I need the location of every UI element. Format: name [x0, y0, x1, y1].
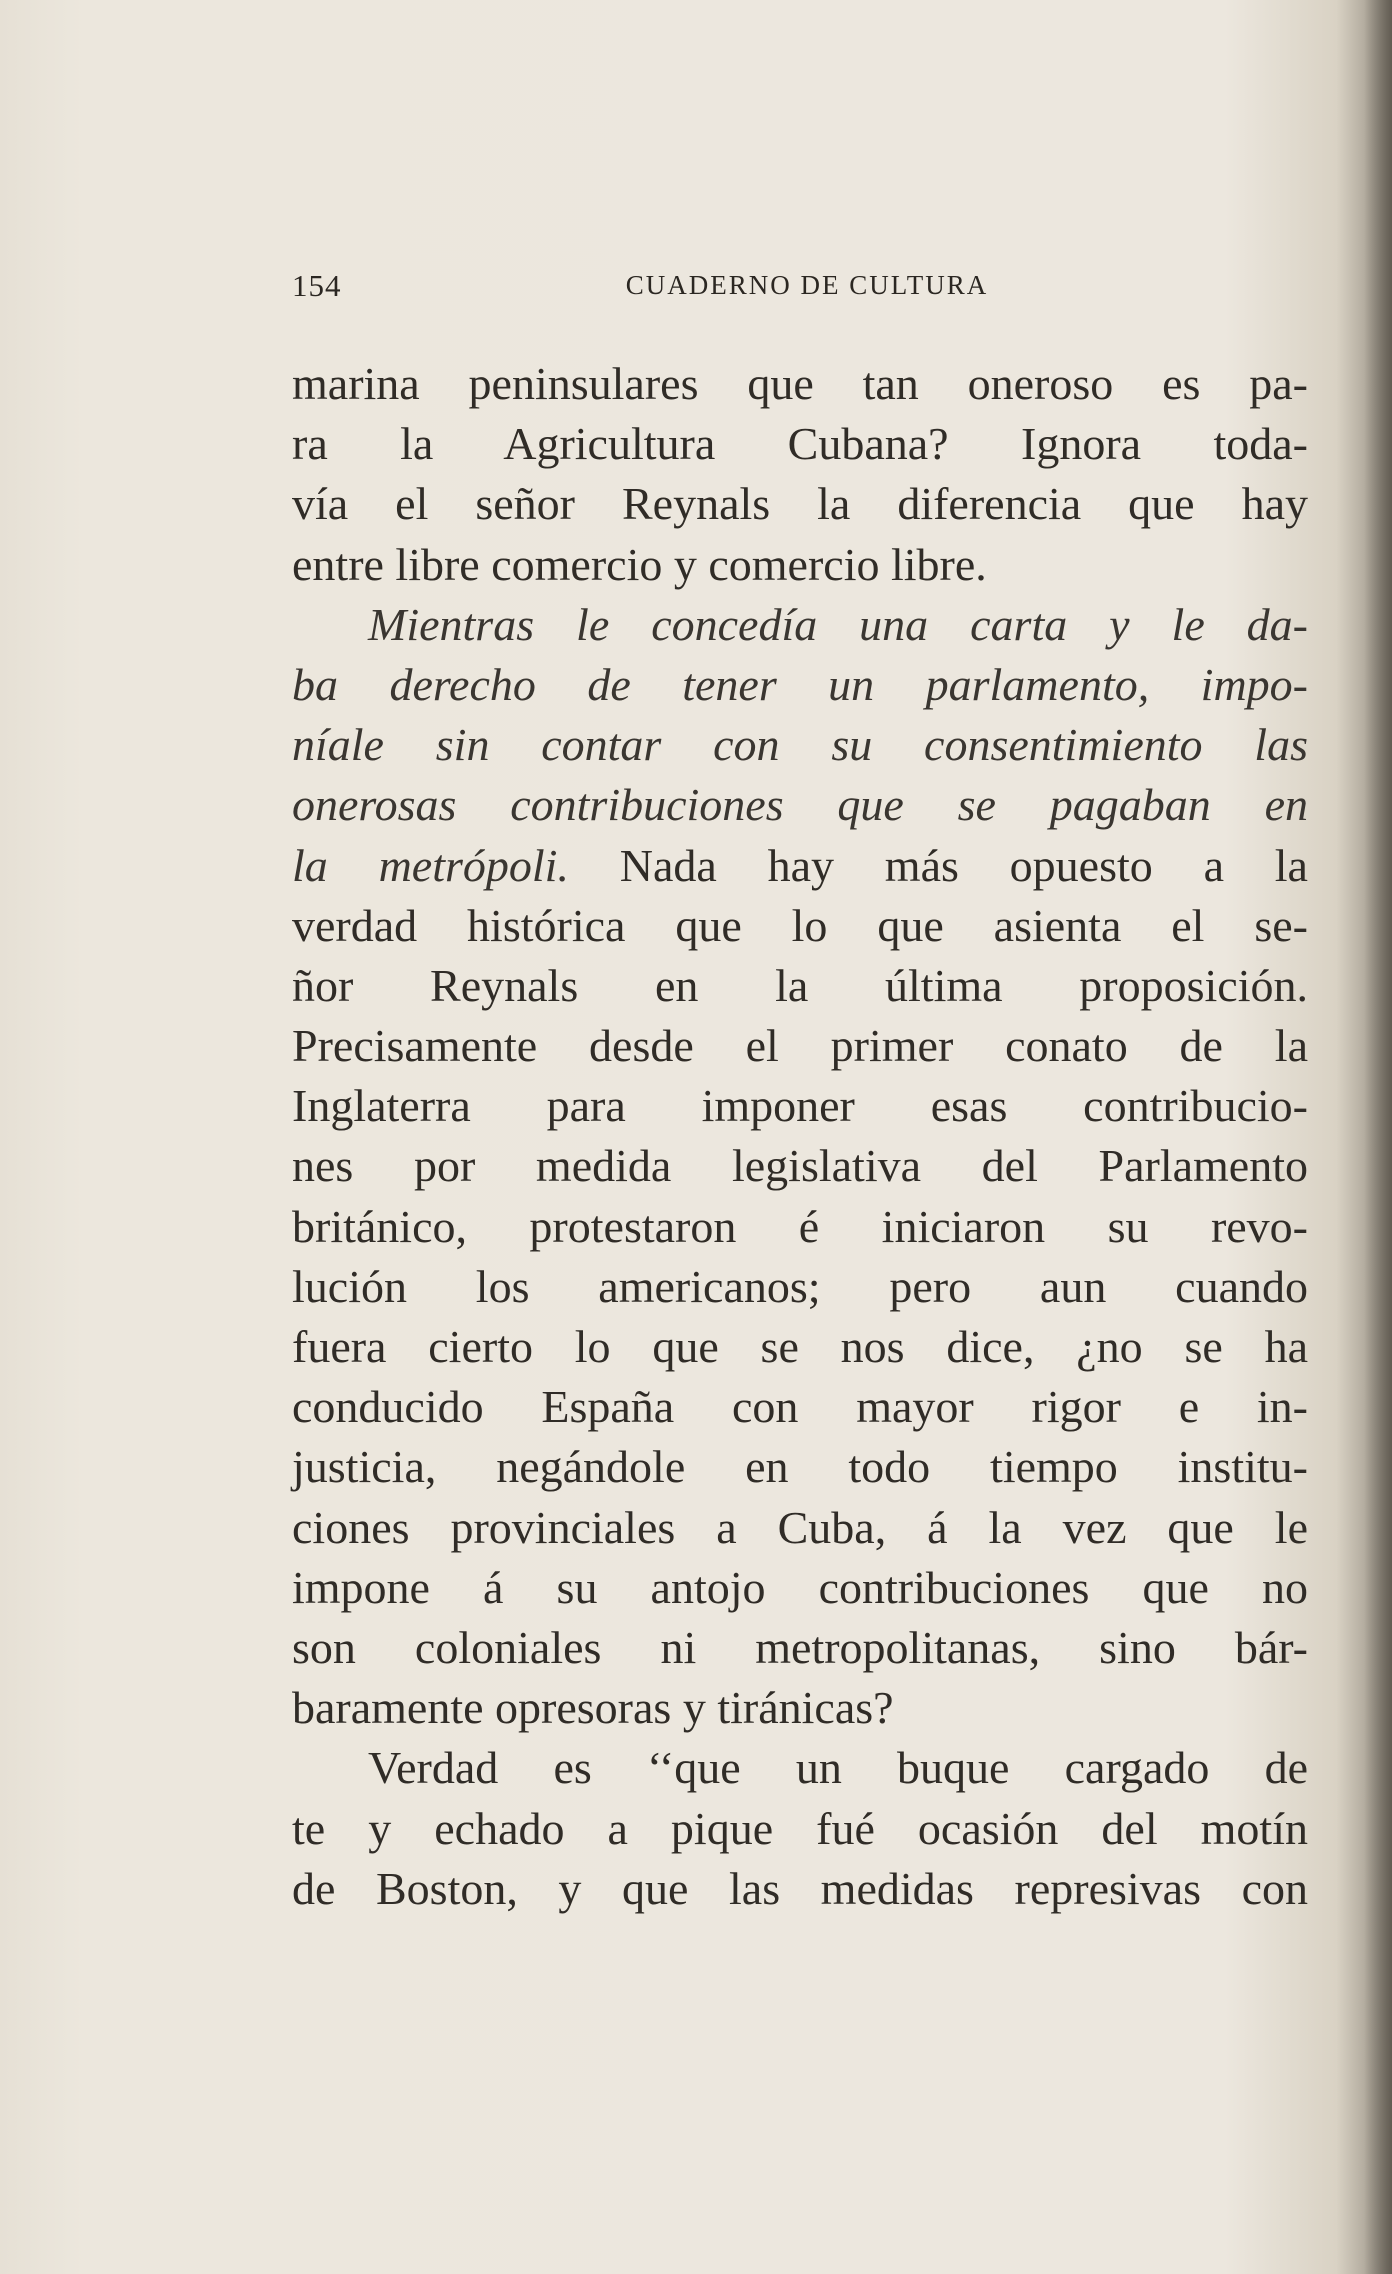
text-line: entre libre comercio y comercio libre. [292, 538, 987, 590]
text-line: Inglaterra para imponer esas contribucio- [292, 1080, 1308, 1132]
text-line: británico, protestaron é iniciaron su revo- [292, 1200, 1308, 1252]
text-line: ra la Agricultura Cubana? Ignora toda- [292, 418, 1308, 470]
text-line: níale sin contar con su consentimiento las [292, 719, 1308, 771]
text-line: vía el señor Reynals la diferencia que hay [292, 478, 1308, 530]
body-text [292, 354, 1308, 1919]
text-line: la metrópoli. Nada hay más opuesto a la [292, 839, 1308, 891]
text-line: justicia, negándole en todo tiempo institu- [292, 1441, 1308, 1493]
page-number: 154 [292, 268, 342, 303]
text-line: conducido España con mayor rigor e in- [292, 1381, 1308, 1433]
text-line: fuera cierto lo que se nos dice, ¿no se ha [292, 1321, 1308, 1372]
text-line: verdad histórica que lo que asienta el se- [292, 899, 1308, 951]
text-line: ciones provinciales a Cuba, á la vez que le [292, 1501, 1308, 1553]
text-line: nes por medida legislativa del Parlamento [292, 1140, 1308, 1192]
text-line: ñor Reynals en la última proposición. [292, 959, 1308, 1011]
text-line: te y echado a pique fué ocasión del motín [292, 1802, 1308, 1854]
text-line: ba derecho de tener un parlamento, impo- [292, 658, 1308, 710]
text-line: lución los americanos; pero aun cuando [292, 1260, 1308, 1312]
text-line: son coloniales ni metropolitanas, sino bár- [292, 1621, 1308, 1673]
running-head: CUADERNO DE CULTURA [625, 270, 989, 300]
text-line: marina peninsulares que tan oneroso es pa- [292, 358, 1308, 409]
page-edge-shadow [1364, 0, 1392, 2274]
italic-phrase: la metrópoli. [292, 839, 569, 891]
text-line: de Boston, y que las medidas represivas con [292, 1862, 1308, 1914]
text-line: Verdad es ‘‘que un buque cargado de [368, 1742, 1308, 1794]
page-header [292, 268, 1308, 308]
text-line: Mientras le concedía una carta y le da- [368, 598, 1308, 650]
text-line: baramente opresoras y tiránicas? [292, 1682, 894, 1734]
text-line: onerosas contribuciones que se pagaban en [292, 779, 1308, 831]
text-line: impone á su antojo contribuciones que no [292, 1561, 1308, 1613]
text-line: Precisamente desde el primer conato de la [292, 1020, 1308, 1072]
